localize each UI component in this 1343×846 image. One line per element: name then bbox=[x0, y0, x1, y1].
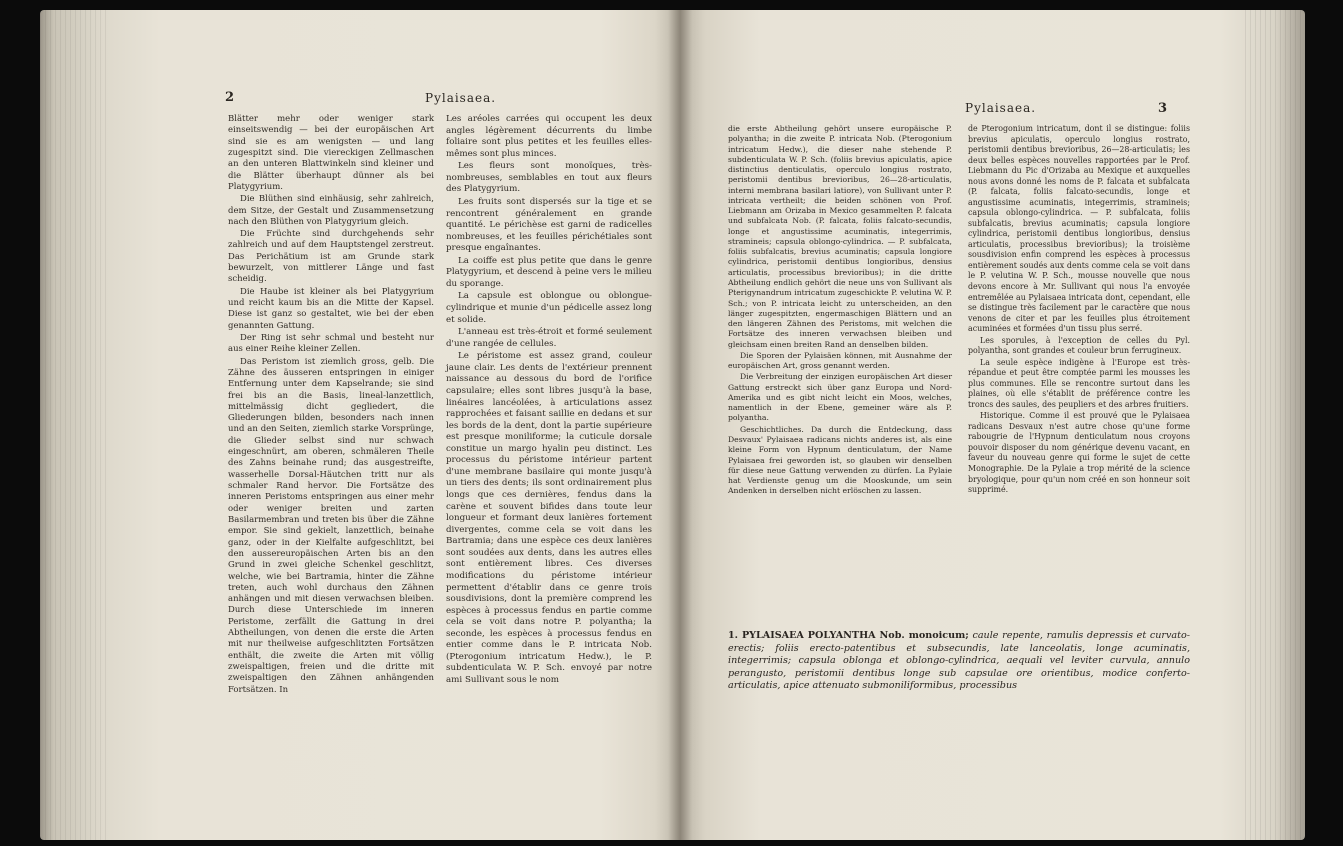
paragraph: de Pterogonium intricatum, dont il se distingue: foliis brevius apiculatis, operculo longius rostrato, peristomii dentibus brevioribus, 26—28-articulatis; les deux belles espèces nouvelles rapportées par le Prof. Liebmann du Pic d'Orizaba au Mexique et auxquelles nous avons donné les noms de P. falcata et subfalcata (P. falcata, foliis falcato-secundis, longe et angustissime acuminatis, integerrimis, stramineis; capsula oblongo-cylindrica. — P. subfalcata, foliis subfalcatis, brevius acuminatis; capsula longiore cylindrica, peristomii dentibus longioribus, densius articulatis, processibus brevioribus); la troisième sousdivision enfin comprend les espèces à processus entièrement soudés aux dents comme cela se voit dans le P. velutina W. P. Sch., mousse nouvelle que nous devons encore à Mr. Sullivant qui nous l'a envoyée entremêlée au Pylaisaea intricata dont, cependant, elle se distingue très facilement par le caractère que nous venons de citer et par les feuilles plus étroitement acuminées et formées d'un tissu plus serré. bbox=[968, 124, 1190, 334]
paragraph: Les sporules, à l'exception de celles du Pyl. polyantha, sont grandes et couleur brun ferrugineux. bbox=[968, 335, 1190, 356]
paragraph: Die Haube ist kleiner als bei Platygyrium und reicht kaum bis an die Mitte der Kapsel. Diese ist ganz so gestaltet, wie bei der eben genannten Gattung. bbox=[228, 286, 434, 331]
paragraph: Der Ring ist sehr schmal und besteht nur aus einer Reihe kleiner Zellen. bbox=[228, 332, 434, 355]
german-column-right bbox=[728, 124, 952, 498]
paragraph: L'anneau est très-étroit et formé seulement d'une rangée de cellules. bbox=[446, 327, 652, 349]
paragraph: Les fruits sont dispersés sur la tige et se rencontrent généralement en grande quantité. Le périchèse est garni de radicelles nombreuses, et les feuilles périchétiales sont presque engaînantes. bbox=[446, 196, 652, 254]
paragraph: La capsule est oblongue ou oblongue-cylindrique et munie d'un pédicelle assez long et solide. bbox=[446, 291, 652, 325]
german-column-left bbox=[228, 114, 434, 697]
page-number-left: 2 bbox=[225, 90, 235, 105]
species-description bbox=[728, 630, 1190, 693]
paragraph: Die Blüthen sind einhäusig, sehr zahlreich, dem Sitze, der Gestalt und Zusammensetzung nach den Blüthen von Platygyrium gleich. bbox=[228, 194, 434, 227]
right-page bbox=[680, 10, 1305, 840]
paragraph: die erste Abtheilung gehört unsere europäische P. polyantha; in die zweite P. intricata Nob. (Pterogonium intricatum Hedw.), die dieser nahe stehende P. subdenticulata W. P. Sch. (foliis brevius apiculatis, apice distinctius denticulatis, operculo longius rostrato, peristomii dentibus brevioribus, 26—28-articulatis, interni membrana basilari latiore), von Sullivant unter P. intricata vertheilt; die beiden schönen von Prof. Liebmann am Orizaba in Mexico gesammelten P. falcata und subfalcata Nob. (P. falcata, foliis falcato-secundis, longe et angustissime acuminatis, integerrimis, stramineis; capsula oblongo-cylindrica. — P. subfalcata, foliis subfalcatis, brevius acuminatis; capsula longiore cylindrica, peristomii dentibus longioribus, densius articulatis, processibus brevioribus); in die dritte Abtheilung endlich gehört die neue uns von Sullivant als Pterigynandrum intricatum zugeschickte P. velutina W. P. Sch.; von P. intricata leicht zu unterscheiden, an den länger zugespitzten, engermaschigen Blättern und an den längeren Zähnen des Peristoms, mit welchen die Fortsätze des inneren verwachsen bleiben und gleichsam einen breiten Rand an denselben bilden. bbox=[728, 124, 952, 349]
paragraph: Die Sporen der Pylaisäen können, mit Ausnahme der europäischen Art, gross genannt werden. bbox=[728, 350, 952, 371]
paragraph: Geschichtliches. Da durch die Entdeckung, dass Desvaux' Pylaisaea radicans nichts anderes ist, als eine kleine Form von Hypnum denticulatum, der Name Pylaisaea frei geworden ist, so glauben wir denselben für diese neue Gattung verwenden zu dürfen. La Pylaie hat Verdienste genug um die Mooskunde, um sein Andenken in derselben nicht erlöschen zu lassen. bbox=[728, 424, 952, 496]
running-header-left: Pylaisaea. bbox=[425, 91, 497, 105]
running-header-right: Pylaisaea. bbox=[965, 101, 1037, 115]
open-book bbox=[40, 10, 1305, 840]
paragraph: La seule espèce indigène à l'Europe est très-répandue et peut être comptée parmi les mousses les plus communes. Elle se rencontre surtout dans les plaines, où elle s'établit de préférence contre les troncs des saules, des peupliers et des arbres fruitiers. bbox=[968, 357, 1190, 409]
left-page bbox=[40, 10, 680, 840]
paragraph: Les aréoles carrées qui occupent les deux angles légèrement décurrents du limbe foliaire sont plus petites et les feuilles elles-mêmes sont plus minces. bbox=[446, 114, 652, 159]
paragraph: Blätter mehr oder weniger stark einseitswendig — bei der europäischen Art sind sie es am wenigsten — und lang zugespitzt sind. Die viereckigen Zellmaschen an den unteren Blattwinkeln sind kleiner und die Blätter überhaupt dünner als bei Platygyrium. bbox=[228, 114, 434, 192]
page-edges-left bbox=[40, 10, 110, 840]
paragraph: Historique. Comme il est prouvé que le Pylaisaea radicans Desvaux n'est autre chose qu'une forme rabougrie de l'Hypnum denticulatum nous croyons pouvoir disposer du nom générique devenu vacant, en faveur du nouveau genre qui forme le sujet de cette Monographie. De la Pylaie a trop mérité de la science bryologique, pour qu'un nom créé en son honneur soit supprimé. bbox=[968, 411, 1190, 495]
paragraph: Die Früchte sind durchgehends sehr zahlreich und auf dem Hauptstengel zerstreut. Das Perichätium ist am Grunde stark bewurzelt, von mittlerer Länge und fast scheidig. bbox=[228, 229, 434, 285]
paragraph: Le péristome est assez grand, couleur jaune clair. Les dents de l'extérieur prennent naissance au dessous du bord de l'orifice capsulaire; elles sont libres jusqu'à la base, linéaires lancéolées, à articulations assez rapprochées et faisant saillie en dedans et sur les bords de la dent, dont la partie supérieure est presque moniliforme; la cuticule dorsale constitue un margo hyalin peu distinct. Les processus du péristome intérieur partent d'une membrane basilaire qui monte jusqu'à un tiers des dents; ils sont ordinairement plus longs que ces dernières, fendus dans la carène et souvent bifides dans toute leur longueur et formant deux lanières fortement divergentes, comme cela se voit dans les Bartramia; dans une espèce ces deux lanières sont soudées aux dents, dans les autres elles sont entièrement libres. Ces diverses modifications du péristome intérieur permettent d'établir dans ce genre trois sousdivisions, dont la première comprend les espèces à processus fendus en partie comme cela se voit dans notre P. polyantha; la seconde, les espèces à processus fendus en entier comme dans le P. intricata Nob. (Pterogonium intricatum Hedw.), le P. subdenticulata W. P. Sch. envoyé par notre ami Sullivant sous le nom bbox=[446, 351, 652, 685]
page-edges-right bbox=[1245, 10, 1305, 840]
paragraph: Die Verbreitung der einzigen europäischen Art dieser Gattung erstreckt sich über ganz Europa und Nord-Amerika und es gibt nicht leicht ein Moos, welches, namentlich in der Ebene, gemeiner wäre als P. polyantha. bbox=[728, 372, 952, 423]
paragraph: Das Peristom ist ziemlich gross, gelb. Die Zähne des äusseren entspringen in einiger Entfernung unter dem Kapselrande; sie sind frei bis an die Basis, lineal-lanzettlich, mittelmässig dicht gegliedert, die Gliederungen bilden, besonders nach innen und an den Seiten, ziemlich starke Vorsprünge, die Glieder selbst sind nur schwach eingeschnürt, am oberen, schmäleren Theile des Zahns beinahe rund; das ausgestreifte, wasserhelle Dorsal-Häutchen tritt nur als schmaler Rand hervor. Die Fortsätze des inneren Peristoms entspringen aus einer mehr oder weniger breiten und zarten Basilarmembran und treten bis über die Zähne empor. Sie sind gekielt, lanzettlich, beinahe ganz, oder in der Kielfalte aufgeschlitzt, bei den aussereuropäischen Arten bis an den Grund in zwei gleiche Schenkel geschlitzt, welche, wie bei Bartramia, hinter die Zähne treten, auch wohl durchaus den Zähnen anhängen und mit diesen verwachsen bleiben. Durch diese Unterschiede im inneren Peristome, zerfällt die Gattung in drei Abtheilungen, von denen die erste die Arten mit nur theilweise aufgeschlitzten Fortsätzen enthält, die zweite die Arten mit völlig zweispaltigen, freien und die dritte mit zweispaltigen den Zähnen anhängenden Fortsätzen. In bbox=[228, 356, 434, 695]
paragraph: Les fleurs sont monoïques, très-nombreuses, semblables en tout aux fleurs des Platygyrium. bbox=[446, 161, 652, 195]
species-diagnosis: caule repente, ramulis depressis et curvato-erectis; foliis erecto-patentibus et subsecundis, late lanceolatis, longe acuminatis, integerrimis; capsula oblonga et oblongo-cylindrica, aequali vel leviter curvula, annulo perangusto, peristomii dentibus longe sub capsulae ore orientibus, modice conferto-articulatis, apice attenuato submoniliformibus, processibus bbox=[728, 630, 1190, 692]
paragraph: La coiffe est plus petite que dans le genre Platygyrium, et descend à peine vers le milieu du sporange. bbox=[446, 255, 652, 289]
french-column-left bbox=[446, 114, 652, 688]
french-column-right bbox=[968, 124, 1190, 497]
book-gutter bbox=[668, 10, 692, 840]
species-heading: 1. PYLAISAEA POLYANTHA Nob. monoicum; bbox=[728, 630, 969, 641]
page-number-right: 3 bbox=[1158, 101, 1168, 116]
